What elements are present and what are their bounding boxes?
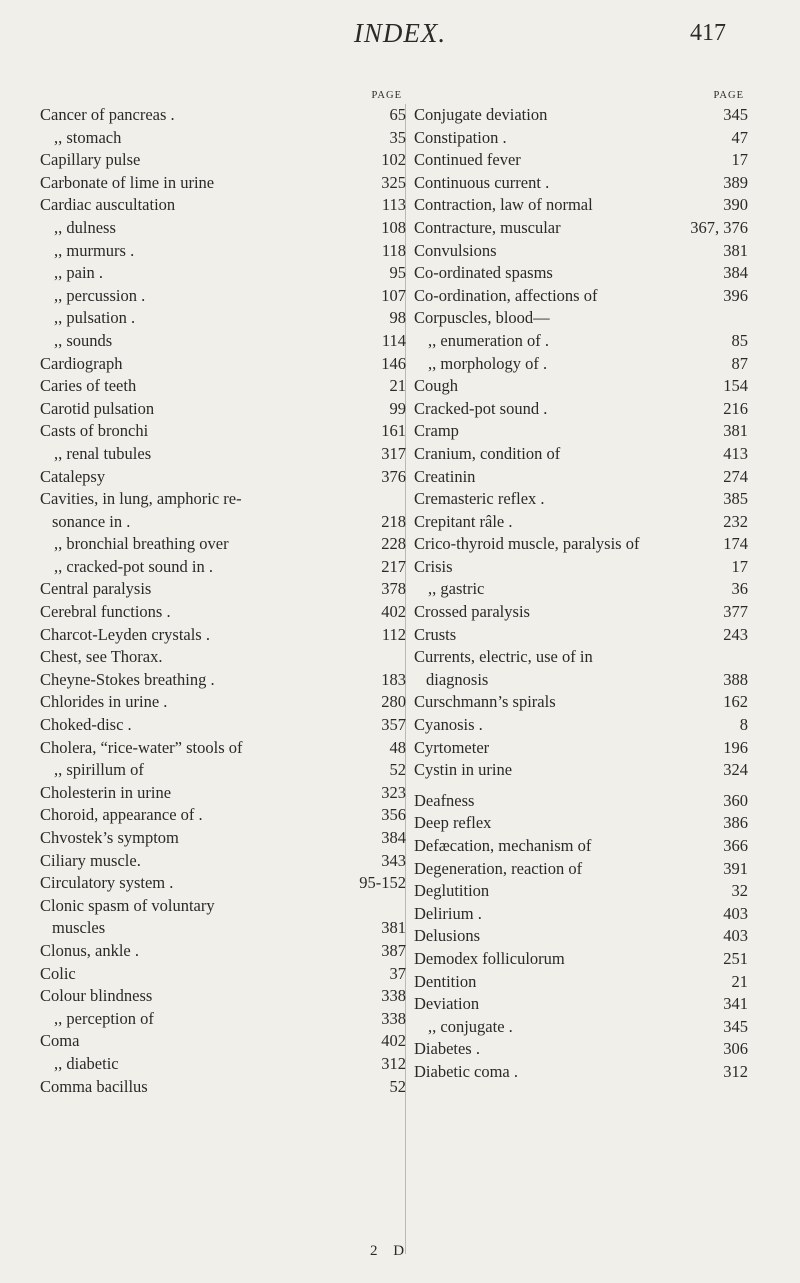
index-term: Cholera, “rice-water” stools of (40, 737, 243, 757)
index-page-ref: 367, 376 (690, 217, 748, 237)
index-page-ref: 385 (723, 489, 748, 509)
index-term: Crusts (414, 624, 457, 644)
index-term: ,, pain . (54, 263, 104, 283)
index-entry (40, 714, 406, 737)
index-page-ref: 107 (381, 285, 406, 305)
index-entry (414, 353, 748, 376)
index-list-left (40, 104, 406, 1098)
index-term: Colour blindness (40, 986, 153, 1006)
index-page-ref: 274 (723, 466, 748, 486)
index-page-ref: 232 (723, 511, 748, 531)
index-page-ref: 146 (381, 353, 406, 373)
index-entry (40, 398, 406, 421)
index-entry (414, 646, 748, 669)
index-term: ,, murmurs . (54, 240, 135, 260)
index-page-ref: 356 (381, 805, 406, 825)
index-page-ref: 102 (381, 150, 406, 170)
index-term: Casts of bronchi (40, 421, 149, 441)
index-page-ref: 402 (381, 602, 406, 622)
index-page-ref: 386 (723, 813, 748, 833)
index-term: Caries of teeth (40, 376, 137, 396)
index-entry (40, 872, 406, 895)
index-term: ,, sounds (54, 330, 113, 350)
index-entry (40, 963, 406, 986)
index-term: Capillary pulse (40, 150, 141, 170)
index-entry (414, 466, 748, 489)
index-entry (414, 880, 748, 903)
index-page-ref: 113 (381, 195, 406, 215)
index-term: Conjugate deviation (414, 105, 548, 124)
index-term: ,, conjugate . (428, 1016, 513, 1036)
index-term: Cardiograph (40, 353, 123, 373)
index-entry (40, 1008, 406, 1031)
index-entry (414, 149, 748, 172)
index-term: Creatinin (414, 466, 476, 486)
index-term: Colic (40, 963, 76, 983)
index-page-ref: 388 (723, 669, 748, 689)
index-entry (414, 1038, 748, 1061)
index-page-ref: 95-152 (359, 873, 406, 893)
index-term: Circulatory system . (40, 873, 174, 893)
index-page-ref: 98 (389, 308, 406, 328)
index-term: sonance in . (52, 511, 131, 531)
index-entry (414, 993, 748, 1016)
page-title: INDEX. (353, 18, 447, 48)
index-entry (40, 850, 406, 873)
index-term: Comma bacillus (40, 1076, 148, 1096)
index-page-ref: 377 (723, 602, 748, 622)
index-page-ref: 112 (381, 624, 406, 644)
index-page-ref: 65 (389, 105, 406, 124)
index-entry (414, 375, 748, 398)
index-entry (40, 488, 406, 511)
index-term: Continuous current . (414, 172, 550, 192)
index-entry (414, 1016, 748, 1039)
index-entry (414, 759, 748, 782)
index-entry (40, 172, 406, 195)
index-term: Continued fever (414, 150, 521, 170)
index-term: ,, cracked-pot sound in . (54, 556, 213, 576)
index-page-ref: 85 (731, 330, 748, 350)
index-term: Chest, see Thorax. (40, 647, 163, 667)
index-term: Dentition (414, 971, 477, 991)
index-page-ref: 341 (723, 994, 748, 1014)
index-page-ref: 384 (723, 263, 748, 283)
index-list-right (414, 104, 748, 1084)
index-entry (40, 330, 406, 353)
index-term: ,, pulsation . (54, 308, 136, 328)
index-entry (414, 172, 748, 195)
index-entry (40, 533, 406, 556)
index-entry (40, 556, 406, 579)
index-entry (414, 971, 748, 994)
index-term: Cracked-pot sound . (414, 398, 548, 418)
index-entry (40, 1053, 406, 1076)
index-entry (414, 420, 748, 443)
index-term: ,, gastric (428, 579, 485, 599)
index-entry (40, 217, 406, 240)
index-entry (40, 420, 406, 443)
index-entry (414, 398, 748, 421)
index-term: Crossed paralysis (414, 602, 530, 622)
index-entry (414, 714, 748, 737)
index-term: Deafness (414, 790, 475, 810)
index-term: Ciliary muscle. (40, 850, 141, 870)
index-term: Contraction, law of normal (414, 195, 593, 215)
index-page-ref: 338 (381, 1008, 406, 1028)
index-entry (414, 194, 748, 217)
index-term: Delirium . (414, 903, 482, 923)
index-page-ref: 396 (723, 285, 748, 305)
index-term: Deviation (414, 994, 480, 1014)
index-page-ref: 243 (723, 624, 748, 644)
index-page-ref: 196 (723, 737, 748, 757)
index-entry (414, 443, 748, 466)
index-entry (414, 262, 748, 285)
index-page-ref: 381 (723, 240, 748, 260)
index-term: ,, bronchial breathing over (54, 534, 229, 554)
index-entry (414, 858, 748, 881)
index-term: Cheyne-Stokes breathing . (40, 669, 215, 689)
index-entry (414, 556, 748, 579)
index-page-ref: 357 (381, 715, 406, 735)
index-term: Catalepsy (40, 466, 106, 486)
index-entry (414, 307, 748, 330)
index-entry (40, 240, 406, 263)
index-entry (414, 903, 748, 926)
page-column-label: PAGE (371, 90, 402, 101)
index-entry (40, 1076, 406, 1099)
index-term: Diabetic coma . (414, 1061, 518, 1081)
index-term: Cyrtometer (414, 737, 490, 757)
index-entry (414, 488, 748, 511)
index-entry (40, 827, 406, 850)
index-page-ref: 312 (381, 1053, 406, 1073)
page-number: 417 (690, 20, 726, 46)
index-term: Contracture, muscular (414, 217, 561, 237)
index-term: Choroid, appearance of . (40, 805, 203, 825)
index-page-ref: 17 (731, 150, 748, 170)
index-term: Co-ordinated spasms (414, 263, 553, 283)
index-entry (414, 835, 748, 858)
index-entry (40, 262, 406, 285)
index-term: ,, percussion . (54, 285, 146, 305)
index-entry (40, 985, 406, 1008)
index-entry (414, 601, 748, 624)
index-term: Currents, electric, use of in (414, 647, 593, 667)
index-entry (40, 759, 406, 782)
index-entry (40, 804, 406, 827)
index-entry (414, 104, 748, 127)
index-term: ,, spirillum of (54, 760, 144, 780)
index-term: Crepitant râle . (414, 511, 513, 531)
index-term: ,, perception of (54, 1008, 154, 1028)
index-page-ref: 99 (389, 398, 406, 418)
index-term: ,, dulness (54, 217, 116, 237)
index-term: Choked-disc . (40, 715, 132, 735)
index-term: ,, stomach (54, 127, 122, 147)
index-entry (414, 285, 748, 308)
index-term: ,, morphology of . (428, 353, 548, 373)
index-page-ref: 402 (381, 1031, 406, 1051)
index-page-ref: 217 (381, 556, 406, 576)
index-term: Clonus, ankle . (40, 940, 139, 960)
index-entry (40, 1030, 406, 1053)
index-entry (40, 782, 406, 805)
index-page-ref: 36 (731, 579, 748, 599)
signature-mark (370, 1243, 416, 1260)
index-term: Charcot-Leyden crystals . (40, 624, 210, 644)
index-page-ref: 8 (739, 715, 748, 735)
index-page-ref: 48 (389, 737, 406, 757)
index-entry (414, 925, 748, 948)
index-entry (40, 691, 406, 714)
index-entry (414, 737, 748, 760)
index-page-ref: 345 (723, 1016, 748, 1036)
index-entry (40, 511, 406, 534)
index-entry (40, 194, 406, 217)
index-page-ref: 52 (389, 1076, 406, 1096)
index-entry (414, 217, 748, 240)
index-page-ref: 174 (723, 534, 748, 554)
index-page-ref: 325 (381, 172, 406, 192)
index-page-ref: 87 (731, 353, 748, 373)
index-entry (40, 669, 406, 692)
index-term: Defæcation, mechanism of (414, 836, 592, 855)
signature-letter: D (393, 1243, 405, 1259)
index-term: Cramp (414, 421, 459, 441)
index-column-right (414, 88, 748, 1084)
index-entry (414, 624, 748, 647)
index-term: Curschmann’s spirals (414, 692, 556, 712)
index-term: Cardiac auscultation (40, 195, 176, 215)
index-page-ref: 384 (381, 828, 406, 847)
index-page-ref: 154 (723, 376, 748, 396)
index-term: Demodex folliculorum (414, 948, 565, 968)
index-page-ref: 381 (723, 421, 748, 441)
index-entry (414, 790, 748, 813)
index-entry (40, 127, 406, 150)
index-entry (40, 285, 406, 308)
index-page-ref: 218 (381, 511, 406, 531)
index-term: Co-ordination, affections of (414, 285, 598, 305)
index-entry (40, 737, 406, 760)
index-column-left (40, 88, 406, 1098)
index-page-ref: 183 (381, 669, 406, 689)
index-entry (40, 307, 406, 330)
index-term: diagnosis (426, 669, 489, 689)
index-page-ref: 161 (381, 421, 406, 441)
index-entry (40, 375, 406, 398)
index-term: Corpuscles, blood— (414, 308, 550, 328)
index-term: ,, diabetic (54, 1053, 119, 1073)
index-page-ref: 312 (723, 1061, 748, 1081)
index-page-ref: 381 (381, 918, 406, 938)
index-page-ref: 35 (389, 127, 406, 147)
index-page-ref: 323 (381, 782, 406, 802)
index-term: muscles (52, 918, 106, 938)
index-entry (40, 578, 406, 601)
page-header (0, 18, 800, 58)
index-page-ref: 391 (723, 858, 748, 878)
index-page-ref: 387 (381, 940, 406, 960)
index-term: Central paralysis (40, 579, 152, 599)
index-page-ref: 343 (381, 850, 406, 870)
index-page-ref: 413 (723, 443, 748, 463)
index-entry (414, 127, 748, 150)
index-term: Convulsions (414, 240, 497, 260)
index-page-ref: 389 (723, 172, 748, 192)
index-page-ref: 52 (389, 760, 406, 780)
index-term: ,, renal tubules (54, 443, 152, 463)
index-term: ,, enumeration of . (428, 330, 549, 350)
index-term: Degeneration, reaction of (414, 858, 583, 878)
index-entry (414, 511, 748, 534)
index-term: Cavities, in lung, amphoric re- (40, 489, 242, 509)
index-entry (414, 578, 748, 601)
index-entry (40, 466, 406, 489)
index-page-ref: 114 (381, 330, 406, 350)
index-term: Cholesterin in urine (40, 782, 172, 802)
index-page-ref: 345 (723, 105, 748, 124)
index-page-ref: 216 (723, 398, 748, 418)
index-entry (40, 104, 406, 127)
index-entry (40, 624, 406, 647)
section-gap (414, 782, 748, 790)
index-term: Chlorides in urine . (40, 692, 168, 712)
index-entry (414, 669, 748, 692)
index-page-ref: 228 (381, 534, 406, 554)
index-page-ref: 403 (723, 903, 748, 923)
index-term: Delusions (414, 926, 480, 946)
index-page-ref: 17 (731, 556, 748, 576)
index-page-ref: 37 (389, 963, 406, 983)
index-term: Carotid pulsation (40, 398, 155, 418)
index-term: Clonic spasm of voluntary (40, 895, 215, 915)
index-term: Constipation . (414, 127, 507, 147)
index-entry (414, 948, 748, 971)
index-entry (40, 601, 406, 624)
index-term: Deep reflex (414, 813, 492, 833)
index-entry (414, 240, 748, 263)
index-entry (40, 149, 406, 172)
index-term: Cremasteric reflex . (414, 489, 545, 509)
index-term: Carbonate of lime in urine (40, 172, 215, 192)
index-page-ref: 280 (381, 692, 406, 712)
index-page-ref: 47 (731, 127, 748, 147)
index-page-ref: 390 (723, 195, 748, 215)
index-term: Cancer of pancreas . (40, 105, 175, 124)
index-page-ref: 378 (381, 579, 406, 599)
index-entry (40, 940, 406, 963)
index-entry (414, 691, 748, 714)
index-page-ref: 21 (731, 971, 748, 991)
index-page-ref: 317 (381, 443, 406, 463)
index-term: Cerebral functions . (40, 602, 171, 622)
index-term: Cranium, condition of (414, 443, 561, 463)
index-entry (40, 917, 406, 940)
index-page-ref: 118 (381, 240, 406, 260)
index-term: Deglutition (414, 881, 490, 901)
signature-number: 2 (370, 1243, 378, 1259)
index-term: Cystin in urine (414, 760, 513, 780)
index-term: Cough (414, 376, 459, 396)
index-term: Coma (40, 1031, 80, 1051)
index-page-ref: 251 (723, 948, 748, 968)
index-page-ref: 324 (723, 760, 748, 780)
index-term: Crisis (414, 556, 453, 576)
index-page-ref: 21 (389, 376, 406, 396)
index-page-ref: 366 (723, 836, 748, 855)
index-term: Diabetes . (414, 1039, 480, 1059)
index-entry (40, 353, 406, 376)
index-page-ref: 403 (723, 926, 748, 946)
index-page-ref: 338 (381, 986, 406, 1006)
index-term: Crico-thyroid muscle, paralysis of (414, 534, 640, 554)
index-page-ref: 306 (723, 1039, 748, 1059)
page-column-label: PAGE (713, 90, 744, 101)
index-page-ref: 32 (731, 881, 748, 901)
index-entry (40, 646, 406, 669)
index-page-ref: 376 (381, 466, 406, 486)
index-entry (414, 330, 748, 353)
index-page-ref: 360 (723, 790, 748, 810)
index-entry (414, 533, 748, 556)
index-page-ref: 95 (389, 263, 406, 283)
index-entry (40, 895, 406, 918)
index-entry (414, 812, 748, 835)
index-term: Cyanosis . (414, 715, 483, 735)
index-page-ref: 162 (723, 692, 748, 712)
index-term: Chvostek’s symptom (40, 828, 179, 847)
index-entry (414, 1061, 748, 1084)
index-entry (40, 443, 406, 466)
index-page-ref: 108 (381, 217, 406, 237)
